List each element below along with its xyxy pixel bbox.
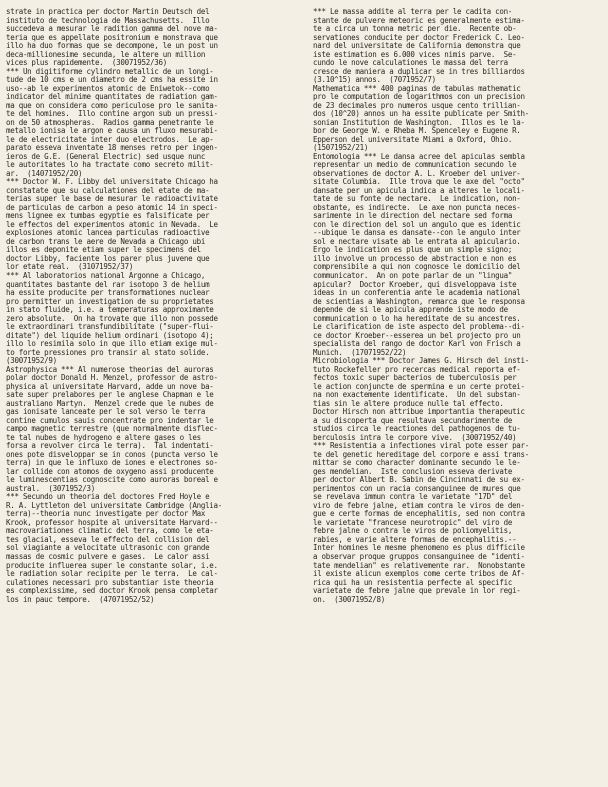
left-line: teria que es appellate positronium e monstrava que <box>6 32 218 42</box>
right-line: a su discoperta que resultava secundarimente de <box>313 415 513 425</box>
right-line: Ergo le indication es plus que un simple signo; <box>313 245 513 255</box>
right-line: tate de su fonte de nectare. Le indication, non- <box>313 194 521 204</box>
right-line: dansate per un apicula indica a alteres le locali- <box>313 185 525 195</box>
left-line: tes glacial, esseva le effecto del collision del <box>6 534 210 544</box>
left-line: illo lo resimila solo in que illo etiam exige mul- <box>6 339 218 349</box>
left-line: mens lignee ex tumbas egyptie es falsificate per <box>6 211 210 221</box>
right-line: communicator. An on pote parlar de un "lingua" <box>313 270 513 280</box>
right-line: comprensibile a qui non cognosce le domicilio del <box>313 262 521 272</box>
right-line: on. (30071952/8) <box>313 594 386 604</box>
left-line: indicator del minime quantitates de radiation gam- <box>6 92 218 102</box>
left-line: explosiones atomic lancea particulas radioactive <box>6 228 210 238</box>
left-column <box>6 8 308 604</box>
left-line: *** Al laboratorios national Argonne a Chicago, <box>6 270 206 280</box>
right-line: varietate de febre jalne que prevale in lor regi- <box>313 586 521 596</box>
left-line: on de 50 atmospheras. Radios gamma penetrante le <box>6 117 214 127</box>
right-line: perimentos con un racia consanguinee de mures que <box>313 483 521 493</box>
left-line: strate in practica per doctor Martin Deutsch del <box>6 7 210 16</box>
left-line: *** Un digitiforme cylindro metallic de un longi- <box>6 66 214 76</box>
right-column <box>313 8 603 604</box>
right-line: Entomologia *** Le dansa acree del apiculas sembla <box>313 151 525 161</box>
right-line: cundo le nove calculationes le massa del terra <box>313 58 508 68</box>
left-line: (30071952/9) <box>6 356 57 366</box>
left-line: illo ha duo formas que se decompone, le un post un <box>6 41 218 51</box>
left-line: australiano Martyn. Menzel crede que le nubes de <box>6 398 214 408</box>
right-line: na non exactemente identificate. Un del substan- <box>313 390 521 400</box>
left-line: tude de 10 cms e un diametro de 2 cms ha essite in <box>6 75 218 85</box>
left-line: ma que on considera como periculose pro le sanita- <box>6 100 218 110</box>
left-line: terra)--theoria nunc investigate per doctor Max <box>6 509 206 519</box>
left-line: contine cumulos sauis concentrate pro indentar le <box>6 415 214 425</box>
left-line: le radiation solar recipite per le terra. Le cal- <box>6 569 218 579</box>
left-line: es complexissime, sed doctor Krook pensa completar <box>6 586 218 596</box>
left-line: sate super prelabores per le anglese Chapman e le <box>6 390 214 400</box>
right-line: iste estimation es 6.000 vices nimis parve. Se- <box>313 49 517 59</box>
right-line: nard del universitate de California demonstra que <box>313 41 521 51</box>
left-line: pro permitter un investigation de su proprietates <box>6 296 214 306</box>
left-line: succedeva a mesurar le radition gamma del nove ma- <box>6 24 218 34</box>
right-line: --ubique le dansa es dansate--con le angulo inter <box>313 228 521 238</box>
right-line: de scientias a Washington, remarca que le responsa <box>313 296 525 306</box>
right-line: tuto Rockefeller pro recercas medical reporta ef- <box>313 364 521 374</box>
right-line: Microbiologia *** Doctor James G. Hirsch del insti- <box>313 356 530 366</box>
right-line: ce doctor Kroeber--esserea un bel projecto pro un <box>313 330 521 340</box>
right-line: Epperson del universitate Miami a Oxford, Ohio. <box>313 134 513 144</box>
left-line: illos es deponite etiam super le specimens del <box>6 245 201 255</box>
left-line: uso--ab le experimentos atomic de Eniwetok--como <box>6 83 210 93</box>
right-line: (3.10^15) annos. (7071952/7) <box>313 75 436 85</box>
left-line: lar collide con atomos de oxygeno assi producente <box>6 466 214 476</box>
right-line: mittar se como character dominante secundo le le- <box>313 458 521 468</box>
right-line: Doctor Hirsch non attribue importantia therapeutic <box>313 407 525 417</box>
left-line: le autoritates lo ha tractate como secreto milit- <box>6 160 214 170</box>
right-line: studios circa le reactiones del pathogenos de tu- <box>313 424 521 434</box>
right-line: gue e certe formas de encephalitis, sed non contra <box>313 509 525 519</box>
right-line: servationes conducite per doctor Frederick C. Leo- <box>313 32 525 42</box>
left-line: producite influerea super le constante solar, i.e. <box>6 560 218 570</box>
left-line: metallo ionisa le argon e causa un fluxo mesurabi- <box>6 126 218 136</box>
left-line: te del homines. Illo contine argon sub un pressi- <box>6 109 218 119</box>
right-line: dos (10^20) annos un ha essite publicate per Smith- <box>313 109 530 119</box>
right-line: tate mendelian" es relativemente rar. Nonobstante <box>313 560 525 570</box>
right-line: viro de febre jalne, etiam contra le viros de den- <box>313 500 525 510</box>
right-line: fectos toxic super bacterios de tuberculosis per <box>313 373 517 383</box>
left-line: R. A. Lyttleton del universitate Cambridge (Anglia- <box>6 500 223 510</box>
left-line: terias super le base de mesurar le radioactivitate <box>6 194 218 204</box>
right-line: (15071952/21) <box>313 143 369 153</box>
left-line: le extraordinari transfundibilitate ("super-flui- <box>6 322 214 332</box>
right-line: cresce de maniera a duplicar se in tres billiardos <box>313 66 525 76</box>
right-line: communication o lo ha hereditate de su ancestres. <box>313 313 521 323</box>
right-line: con le direction del sol un angulo que es identic <box>313 219 521 229</box>
left-line: zero absolute. On ha trovate que illo non possede <box>6 313 218 323</box>
left-line: doctor Libby, faciente los parer plus juvene que <box>6 253 210 263</box>
right-line: tias sin le altere produce nulle tal effecto. <box>313 398 504 408</box>
left-line: lor etate real. (31071952/37) <box>6 262 134 272</box>
right-line: Le clarification de iste aspecto del problema--di- <box>313 322 525 332</box>
left-line: de particulas de carbon a peso atomic 14 in speci- <box>6 202 218 212</box>
right-line: de 23 decimales pro numeros usque cento trillian- <box>313 100 521 110</box>
left-line: in stato fluide, i.e. a temperaturas approximante <box>6 305 214 315</box>
left-line: sol viagiante a velocitate ultrasonic con grande <box>6 543 210 553</box>
right-line: febre jalne o contra le viros de poliomyelitis, <box>313 526 513 536</box>
right-line: Inter homines le mesme phenomeno es plus difficile <box>313 543 525 553</box>
right-line: Munich. (17071952/22) <box>313 347 407 357</box>
right-line: ideas in un conferentia ante le academia national <box>313 288 521 298</box>
right-line: sitate Columbia. Ille trova que le axe del "octo" <box>313 177 525 187</box>
left-line: *** Doctor W. F. Libby del universitate Chicago ha <box>6 177 218 187</box>
right-line: ges mendelian. Iste conclusion esseva derivate <box>313 466 513 476</box>
left-line: ha essite producite per transformationes nuclear <box>6 288 210 298</box>
left-line: physica al universitate Harvard, adde un nove ba- <box>6 381 214 391</box>
left-line: instituto de technologia de Massachusetts. Illo <box>6 15 210 25</box>
right-line: obstante, es indirecte. Le axe non puncta neces- <box>313 202 521 212</box>
right-line: stante de pulvere meteoric es generalmente estima- <box>313 15 525 25</box>
right-line: apicular? Doctor Kroeber, qui disveloppava iste <box>313 279 517 289</box>
right-line: depende de si le apicula apprende iste modo de <box>313 305 508 315</box>
left-line: ditate") del liquide helium ordinari (isotopo 4); <box>6 330 214 340</box>
right-line: sarimente in le direction del nectare sed forma <box>313 211 513 221</box>
right-line: pro le computation de logarithmos con un precision <box>313 92 525 102</box>
right-line: te a circa un tonna metric per die. Recente ob- <box>313 24 517 34</box>
right-line: rica qui ha un resistentia perfecte al specific <box>313 577 513 587</box>
right-line: te del genetic hereditage del corpore e assi trans- <box>313 449 530 459</box>
left-line: le effectos del experimentos atomic in Nevada. Le <box>6 219 218 229</box>
left-line: Krook, professor hospite al universitate Harvard-- <box>6 517 218 527</box>
left-line: constatate que su calculationes del etate de ma- <box>6 185 210 195</box>
left-line: parato esseva inventate 18 menses retro per ingen- <box>6 143 218 153</box>
left-line: ieros de G.E. (General Electric) sed usque nunc <box>6 151 206 161</box>
right-line: se revelava immun contra le varietate "17D" del <box>313 492 513 502</box>
left-line: ones pote disveloppar se in conos (puncta verso le <box>6 449 218 459</box>
left-line: ar. (14071952/20) <box>6 168 83 178</box>
right-line: le varietate "francese neurotropic" del viro de <box>313 517 513 527</box>
right-line: observationes de doctor A. L. Kroeber del univer- <box>313 168 521 178</box>
right-line: berculosis intra le corpore vive. (30071952/40) <box>313 432 517 442</box>
left-line: Astrophysica *** Al numerose theorias del auroras <box>6 364 214 374</box>
left-line: gas ionisate lanceate per le sol verso le terra <box>6 407 206 417</box>
right-line: illo involve un processo de abstraction e non es <box>313 253 517 263</box>
right-line: Mathematica *** 400 paginas de tabulas mathematic <box>313 83 521 93</box>
left-line: los in pauc tempore. (47071952/52) <box>6 594 155 604</box>
right-line: rabies, e varie altere formas de encephalitis.-- <box>313 534 517 544</box>
right-line: sol e nectare visate ab le entrata al apiculario. <box>313 236 521 246</box>
left-line: de carbon trans le aere de Nevada a Chicago ubi <box>6 236 206 246</box>
left-line: polar doctor Donald H. Menzel, professor de astro- <box>6 373 218 383</box>
right-line: specialista del rango de doctor Karl von Frisch a <box>313 339 521 349</box>
left-line: quantitates bastante del rar isotopo 3 de helium <box>6 279 210 289</box>
left-line: *** Secundo un theoria del doctores Fred Hoyle e <box>6 492 210 502</box>
right-line: le action conjuncte de spermina e un certe protei- <box>313 381 525 391</box>
left-line: le luminescentias cognoscite como auroras boreal e <box>6 475 218 485</box>
left-line: culationes necessari pro substantiar iste theoria <box>6 577 214 587</box>
left-line: te tal nubes de hydrogeno e altere gases o les <box>6 432 201 442</box>
right-line: per doctor Albert B. Sabin de Cincinnati de su ex- <box>313 475 525 485</box>
right-line: representar un medio de communication secundo le <box>313 160 517 170</box>
right-line: *** Le massa addite al terra per le cadita con- <box>313 7 513 16</box>
left-line: massas de cosmic pulvere e gases. Le calor assi <box>6 552 210 561</box>
left-line: le de electricitate inter duo electrodos. Le ap- <box>6 134 214 144</box>
right-line: *** Resistentia a infectiones viral pote esser par- <box>313 441 530 451</box>
left-line: macrovariationes climatic del terra, como le eta- <box>6 526 214 536</box>
left-line: austral. (3071952/3) <box>6 483 95 493</box>
right-line: a observar proque gruppos consanguinee de "identi- <box>313 552 525 561</box>
left-line: forsa a revolver circa le terra). Tal indentati- <box>6 441 214 451</box>
right-line: bor de George W. e Rheba M. Spenceley e Eugene R. <box>313 126 521 136</box>
left-line: vices plus rapidemente. (30071952/36) <box>6 58 167 68</box>
left-line: to forte pressiones pro transir al stato solide. <box>6 347 210 357</box>
left-line: campo magnetic terrestre (que normalmente disflec- <box>6 424 218 434</box>
right-line: sonian Institution de Washington. Illos es le la- <box>313 117 525 127</box>
left-line: terra) in que le influxo de iones e electrones so- <box>6 458 218 468</box>
left-line: deca-millionesime secunda, le altere un million <box>6 49 206 59</box>
right-line: il existe alicun exemplos come certe tribos de Af- <box>313 569 525 579</box>
